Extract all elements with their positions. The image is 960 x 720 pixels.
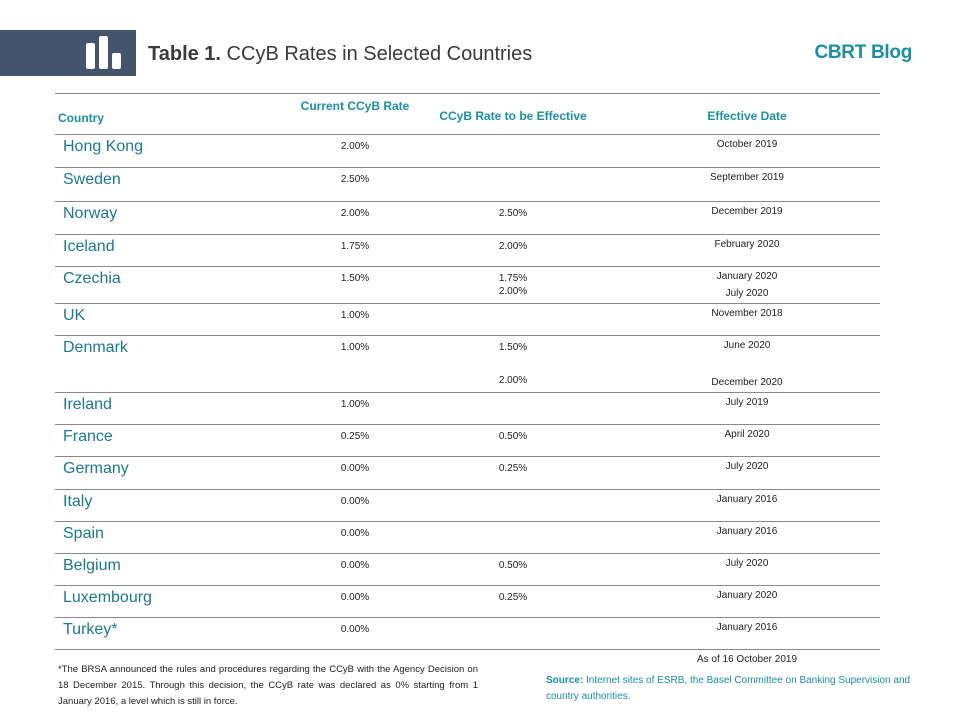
effective-date-cell: July 2019 (725, 397, 769, 408)
country-cell: Hong Kong (63, 138, 144, 155)
effective-date-cell: September 2019 (710, 172, 784, 183)
effective-rate-cell: 0.25% (498, 463, 528, 474)
country-cell: Norway (63, 205, 118, 222)
effective-rate-cell: 2.50% (498, 208, 528, 219)
country-cell: Turkey* (63, 621, 118, 638)
effective-rate-cell: 1.50% (498, 342, 528, 353)
table-row (55, 425, 880, 457)
current-rate-cell: 1.00% (340, 342, 370, 353)
effective-rate-cell: 2.00% (498, 286, 528, 297)
current-rate-cell: 1.50% (340, 273, 370, 284)
effective-date-cell: February 2020 (714, 239, 780, 250)
current-rate-cell: 1.00% (340, 399, 370, 410)
blog-label: CBRT Blog (814, 42, 912, 63)
effective-date-cell: July 2020 (725, 558, 769, 569)
effective-date-cell: January 2016 (716, 494, 778, 505)
table-header (55, 93, 880, 135)
effective-rate-cell: 2.00% (498, 241, 528, 252)
country-cell: France (63, 428, 113, 445)
current-rate-cell: 0.00% (340, 528, 370, 539)
country-cell: Luxembourg (63, 589, 152, 606)
ccyb-table (55, 93, 880, 650)
table-row (55, 235, 880, 267)
page-title (148, 43, 532, 66)
table-row (55, 336, 880, 393)
table-row (55, 586, 880, 618)
bar-chart-icon (84, 33, 124, 73)
table-row (55, 135, 880, 168)
current-rate-cell: 0.00% (340, 463, 370, 474)
current-rate-cell: 2.00% (340, 208, 370, 219)
country-cell: Czechia (63, 270, 121, 287)
country-cell: Spain (63, 525, 104, 542)
country-cell: Ireland (63, 396, 112, 413)
table-row (55, 554, 880, 586)
table-row (55, 618, 880, 650)
effective-date-cell: July 2020 (725, 461, 769, 472)
country-cell: Sweden (63, 171, 121, 188)
source-label: Source: (546, 675, 584, 686)
current-rate-cell: 0.00% (340, 560, 370, 571)
effective-date-cell: November 2018 (711, 308, 783, 319)
country-cell: Iceland (63, 238, 115, 255)
effective-date-cell: January 2016 (716, 526, 778, 537)
effective-date-cell: January 2020 (716, 590, 778, 601)
table-row (55, 168, 880, 202)
effective-date-cell: October 2019 (716, 139, 778, 150)
current-rate-cell: 0.00% (340, 624, 370, 635)
header-effective-date: Effective Date (707, 109, 787, 123)
current-rate-cell: 1.00% (340, 310, 370, 321)
effective-date-cell: December 2020 (711, 377, 783, 388)
as-of-date: As of 16 October 2019 (696, 654, 798, 665)
country-cell: Germany (63, 460, 129, 477)
header-banner (0, 30, 136, 76)
country-cell: Italy (63, 493, 93, 510)
header-country: Country (58, 111, 104, 125)
current-rate-cell: 2.00% (340, 141, 370, 152)
current-rate-cell: 0.25% (340, 431, 370, 442)
table-row (55, 304, 880, 336)
effective-rate-cell: 2.00% (498, 375, 528, 386)
effective-rate-cell: 0.25% (498, 592, 528, 603)
effective-rate-cell: 1.75% (498, 273, 528, 284)
effective-rate-cell: 0.50% (498, 560, 528, 571)
effective-date-cell: December 2019 (711, 206, 783, 217)
effective-date-cell: January 2016 (716, 622, 778, 633)
table-row (55, 202, 880, 235)
table-body (55, 135, 880, 650)
footnote: *The BRSA announced the rules and procedures regarding the CCyB with the Agency Decision on 18 December 2015. Through this decision, the CCyB rate was declared as 0% starting from 1 January 2016, a level which is still in force. (58, 664, 478, 707)
current-rate-cell: 0.00% (340, 592, 370, 603)
table-row (55, 522, 880, 554)
country-cell: Denmark (63, 339, 128, 356)
effective-rate-cell: 0.50% (498, 431, 528, 442)
table-row (55, 457, 880, 490)
current-rate-cell: 1.75% (340, 241, 370, 252)
country-cell: UK (63, 307, 86, 324)
current-rate-cell: 2.50% (340, 174, 370, 185)
source-note (546, 673, 936, 705)
header-effective-rate: CCyB Rate to be Effective (439, 109, 587, 123)
effective-date-cell: January 2020 (716, 271, 778, 282)
table-row (55, 267, 880, 304)
header-current-rate: Current CCyB Rate (300, 99, 410, 113)
table-row (55, 490, 880, 522)
title-text: CCyB Rates in Selected Countries (221, 43, 533, 65)
country-cell: Belgium (63, 557, 121, 574)
source-text: Internet sites of ESRB, the Basel Committee on Banking Supervision and country authorities. (546, 675, 911, 702)
table-row (55, 393, 880, 425)
current-rate-cell: 0.00% (340, 496, 370, 507)
effective-date-cell: June 2020 (723, 340, 771, 351)
effective-date-cell: April 2020 (724, 429, 770, 440)
effective-date-cell: July 2020 (725, 288, 769, 299)
title-bold: Table 1. (148, 43, 221, 65)
